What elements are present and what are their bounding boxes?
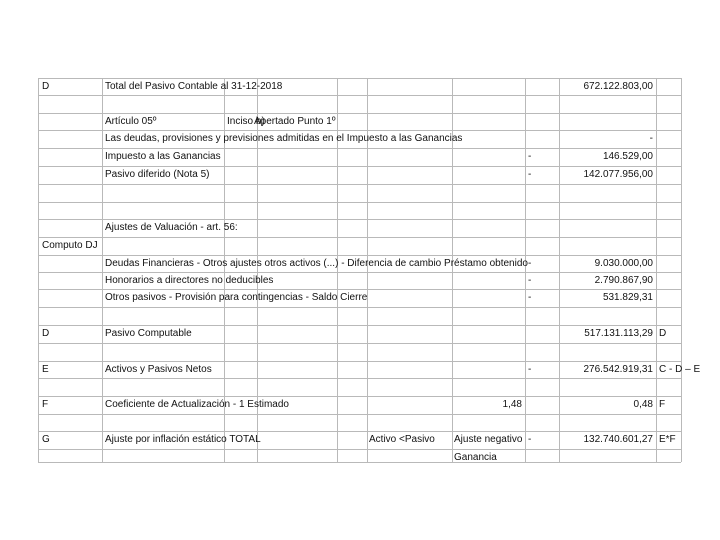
grid-row-line xyxy=(38,130,681,131)
table-cell-g: 1,48 xyxy=(502,399,522,410)
table-cell-a: E xyxy=(42,364,49,375)
grid-row-line xyxy=(38,462,681,463)
table-cell-h: - xyxy=(528,292,532,303)
table-cell-b: Ajuste por inflación estático TOTAL xyxy=(105,434,261,445)
table-cell-h: - xyxy=(528,275,532,286)
grid-row-line xyxy=(38,325,681,326)
grid-column-line xyxy=(525,78,526,462)
grid-column-line xyxy=(38,78,39,462)
table-cell-b: Ajustes de Valuación - art. 56: xyxy=(105,222,238,233)
table-cell-b: Impuesto a las Ganancias xyxy=(105,151,221,162)
grid-column-line xyxy=(681,78,682,462)
table-cell-h: - xyxy=(528,151,532,162)
table-cell-b: Artículo 05º xyxy=(105,116,157,127)
table-cell-b: Otros pasivos - Provisión para contingencias - Saldo Cierre xyxy=(105,292,368,303)
table-cell-h: - xyxy=(528,434,532,445)
grid-row-line xyxy=(38,166,681,167)
grid-row-line xyxy=(38,361,681,362)
table-cell-b: Coeficiente de Actualización - 1 Estimado xyxy=(105,399,289,410)
table-cell-f: Activo <Pasivo xyxy=(369,434,435,445)
table-cell-h: - xyxy=(528,169,532,180)
table-cell-a: F xyxy=(42,399,49,410)
grid-row-line xyxy=(38,78,681,79)
grid-row-line xyxy=(38,289,681,290)
grid-row-line xyxy=(38,307,681,308)
grid-row-line xyxy=(38,95,681,96)
table-cell-j: D xyxy=(659,328,667,339)
table-cell-j: E*F xyxy=(659,434,676,445)
table-cell-b: Total del Pasivo Contable al 31-12-2018 xyxy=(105,81,283,92)
table-cell-i: - xyxy=(649,133,653,144)
table-cell-c: Inciso b) xyxy=(227,116,265,127)
grid-row-line xyxy=(38,255,681,256)
grid-row-line xyxy=(38,431,681,432)
table-cell-i: 531.829,31 xyxy=(602,292,653,303)
table-cell-i: 132.740.601,27 xyxy=(583,434,653,445)
table-cell-b: Honorarios a directores no deducibles xyxy=(105,275,274,286)
grid-column-line xyxy=(656,78,657,462)
table-cell-b: Pasivo diferido (Nota 5) xyxy=(105,169,210,180)
table-cell-i: 142.077.956,00 xyxy=(583,169,653,180)
grid-row-line xyxy=(38,272,681,273)
table-cell-g: Ajuste negativo xyxy=(454,434,523,445)
grid-row-line xyxy=(38,396,681,397)
table-cell-b: Deudas Financieras - Otros ajustes otros activos (...) - Diferencia de cambio Préstamo obtenido xyxy=(105,258,528,269)
table-cell-j: F xyxy=(659,399,666,410)
table-cell-d: Apertado Punto 1º xyxy=(254,116,336,127)
table-cell-i: 146.529,00 xyxy=(602,151,653,162)
table-cell-i: 9.030.000,00 xyxy=(594,258,653,269)
grid-row-line xyxy=(38,378,681,379)
table-cell-a: D xyxy=(42,81,50,92)
grid-row-line xyxy=(38,237,681,238)
spreadsheet-table xyxy=(38,78,701,463)
grid-row-line xyxy=(38,113,681,114)
table-cell-b: Activos y Pasivos Netos xyxy=(105,364,212,375)
grid-row-line xyxy=(38,219,681,220)
table-cell-i: 0,48 xyxy=(633,399,653,410)
table-cell-i: 276.542.919,31 xyxy=(583,364,653,375)
grid-row-line xyxy=(38,414,681,415)
table-cell-i: 517.131.113,29 xyxy=(584,328,653,339)
grid-column-line xyxy=(559,78,560,462)
table-cell-j: C - D – E xyxy=(659,364,701,375)
table-cell-b: Pasivo Computable xyxy=(105,328,192,339)
table-cell-b: Las deudas, provisiones y previsiones admitidas en el Impuesto a las Ganancias xyxy=(105,133,463,144)
grid-row-line xyxy=(38,449,681,450)
grid-row-line xyxy=(38,202,681,203)
grid-row-line xyxy=(38,148,681,149)
table-cell-i: 672.122.803,00 xyxy=(583,81,653,92)
table-cell-g: Ganancia xyxy=(454,452,497,463)
grid-row-line xyxy=(38,343,681,344)
grid-column-line xyxy=(102,78,103,462)
table-cell-h: - xyxy=(528,364,532,375)
table-cell-a: G xyxy=(42,434,50,445)
table-cell-i: 2.790.867,90 xyxy=(594,275,653,286)
table-cell-h: - xyxy=(528,258,532,269)
table-cell-a: Computo DJ xyxy=(42,240,98,251)
table-cell-a: D xyxy=(42,328,50,339)
grid-row-line xyxy=(38,184,681,185)
